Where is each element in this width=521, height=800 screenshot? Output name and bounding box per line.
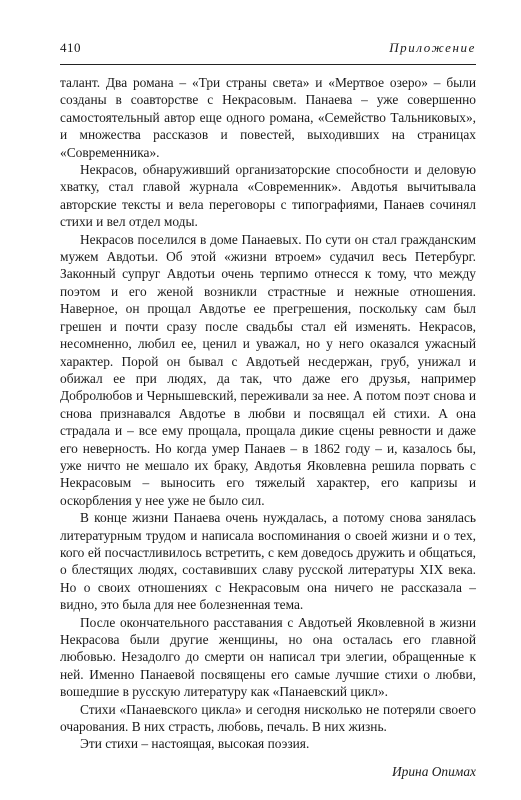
paragraph-continued: талант. Два романа – «Три страны света» и «Мертвое озеро» – были созданы в соавторстве с Некрасовым. Панаева – уже совершенно самостоятельный автор еще одного романа, «Семейство Тальниковых», и множества рассказов и повестей, выходивших на страницах «Современника». <box>60 75 476 160</box>
paragraph: После окончательного расставания с Авдотьей Яковлевной в жизни Некрасова были другие женщины, но она осталась его главной любовью. Незадолго до смерти он написал три элегии, обращенные к ней. Именно Панаевой посвящены его самые лучшие стихи о любви, вошедшие в русскую литературу как «Панаевский цикл». <box>60 614 476 700</box>
page-number: 410 <box>60 40 81 55</box>
paragraph: В конце жизни Панаева очень нуждалась, а потому снова занялась литературным трудом и написала воспоминания о своей жизни и о тех, кого ей посчастливилось встретить, с кем доведось дружить и общаться, о блестящих людях, составивших славу русской литературы XIX века. Но о своих отношениях с Некрасовым она ничего не рассказала – видно, это была для нее болезненная тема. <box>60 510 476 613</box>
header-rule <box>60 64 476 65</box>
section-title: Приложение <box>389 40 476 55</box>
author-signature: Ирина Опимах <box>392 763 476 779</box>
paragraph: Некрасов, обнаруживший организаторские способности и деловую хватку, стал главой журнала «Современник». Авдотья вычитывала авторские тексты и вела переговоры с типографиями, Панаев сочинял стихи и вел отдел моды. <box>60 162 476 230</box>
book-page <box>60 40 476 780</box>
paragraph: Некрасов поселился в доме Панаевых. По сути он стал гражданским мужем Авдотьи. Об этой «жизни втроем» судачил весь Петербург. Законный супруг Авдотьи очень терпимо отнесся к тому, что между поэтом и его женой возникли страстные и нежные отношения. Наверное, он прощал Авдотье ее прегрешения, поскольку сам был грешен и почти сразу после свадьбы стал ей изменять. Некрасов, несомненно, любил ее, ценил и уважал, но у него оказался ужасный характер. Порой он бывал с Авдотьей несдержан, груб, унижал и обижал ее при людях, да так, что даже его друзья, например Добролюбов и Чернышевский, переживали за нее. А потом поэт снова и снова признавался Авдотье в любви и посвящал ей стихи. А она страдала и – все ему прощала, прощала дикие сцены ревности и даже его неверность. Но когда умер Панаев – в 1862 году – и, казалось бы, уже ничто не мешало их браку, Авдотья Яковлевна решила порвать с Некрасовым – выносить его тяжелый характер, его капризы и оскорбления у нее уже не было сил. <box>60 231 476 508</box>
running-head <box>60 40 476 60</box>
paragraph: Стихи «Панаевского цикла» и сегодня нисколько не потеряли своего очарования. В них страсть, любовь, печаль. В них жизнь. <box>60 701 476 735</box>
body-text <box>60 74 476 753</box>
paragraph: Эти стихи – настоящая, высокая поэзия. <box>80 736 310 752</box>
